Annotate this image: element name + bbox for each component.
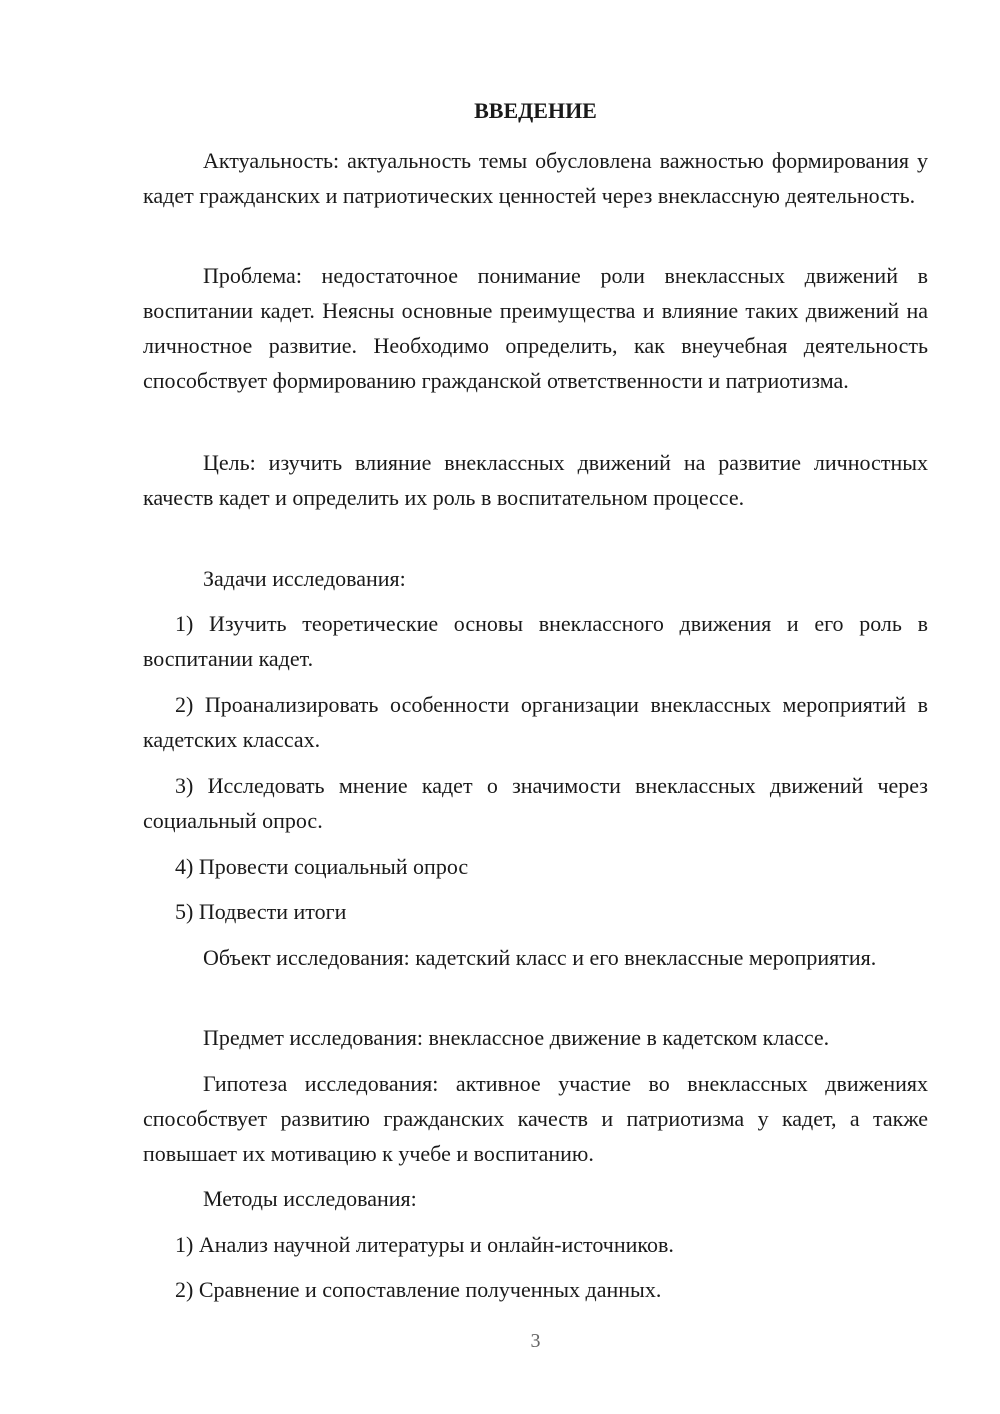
paragraph-hypothesis: Гипотеза исследования: активное участие во внеклассных движениях способствует развитию гражданских качеств и патриотизма у кадет, а также повышает их мотивацию к учебе и воспитанию. <box>143 1071 928 1166</box>
document-page <box>143 0 928 1414</box>
paragraph-goal: Цель: изучить влияние внеклассных движений на развитие личностных качеств кадет и определить их роль в воспитательном процессе. <box>143 450 928 510</box>
method-item-2: 2) Сравнение и сопоставление полученных данных. <box>175 1277 662 1302</box>
method-item-1: 1) Анализ научной литературы и онлайн-источников. <box>175 1232 674 1257</box>
task-item-3: 3) Исследовать мнение кадет о значимости внеклассных движений через социальный опрос. <box>143 773 928 833</box>
section-title: ВВЕДЕНИЕ <box>474 98 597 123</box>
paragraph-subject: Предмет исследования: внеклассное движение в кадетском классе. <box>203 1025 830 1050</box>
methods-heading: Методы исследования: <box>203 1186 417 1211</box>
task-item-5: 5) Подвести итоги <box>175 899 347 924</box>
tasks-heading: Задачи исследования: <box>203 566 406 591</box>
paragraph-relevance: Актуальность: актуальность темы обусловлена важностью формирования у кадет гражданских и патриотических ценностей через внеклассную деятельность. <box>143 148 928 208</box>
task-item-4: 4) Провести социальный опрос <box>175 854 469 879</box>
page-number: 3 <box>530 1330 541 1352</box>
paragraph-problem: Проблема: недостаточное понимание роли внеклассных движений в воспитании кадет. Неясны основные преимущества и влияние таких движений на личностное развитие. Необходимо определить, как внеучебная деятельность способствует формированию гражданской ответственности и патриотизма. <box>143 263 928 393</box>
paragraph-object: Объект исследования: кадетский класс и его внеклассные мероприятия. <box>203 945 877 970</box>
task-item-2: 2) Проанализировать особенности организации внеклассных мероприятий в кадетских классах. <box>143 692 928 752</box>
task-item-1: 1) Изучить теоретические основы внеклассного движения и его роль в воспитании кадет. <box>143 611 928 671</box>
